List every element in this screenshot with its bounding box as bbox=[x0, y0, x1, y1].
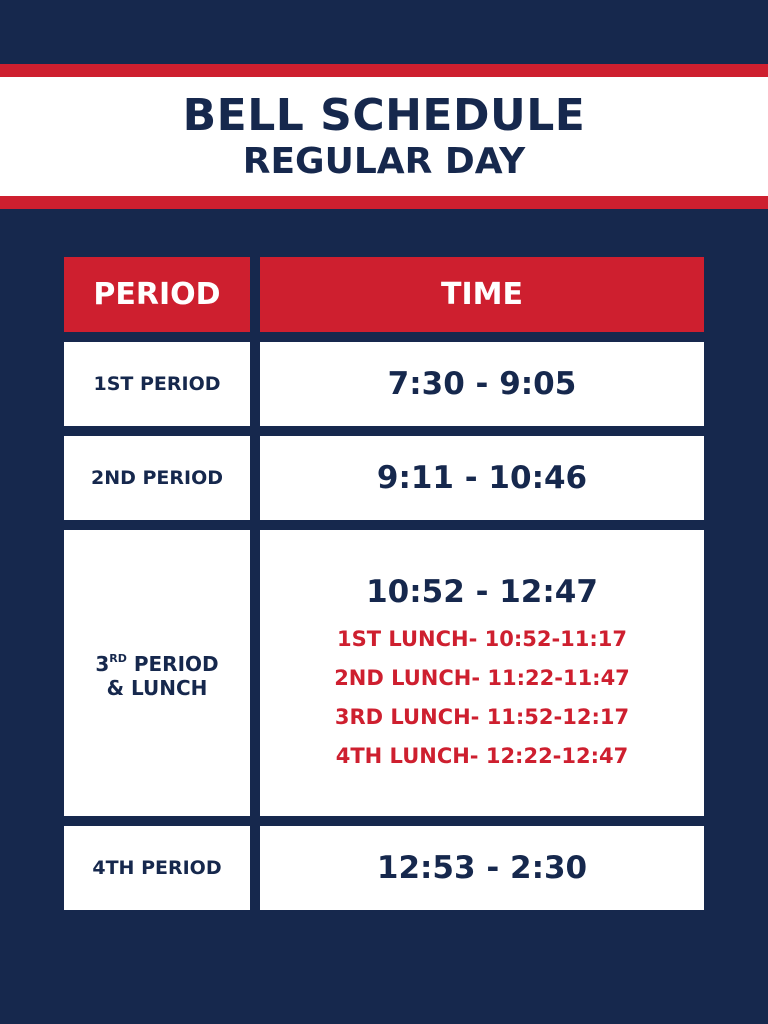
period-cell-4: 4TH PERIOD bbox=[64, 826, 250, 910]
lunch-1: 1ST LUNCH- 10:52-11:17 bbox=[336, 627, 628, 651]
period-cell-2: 2ND PERIOD bbox=[64, 436, 250, 520]
period-cell-1: 1ST PERIOD bbox=[64, 342, 250, 426]
period-3-label: PERIOD bbox=[126, 651, 219, 676]
time-3-range: 10:52 - 12:47 bbox=[366, 574, 598, 610]
page-title: BELL SCHEDULE bbox=[182, 89, 586, 141]
column-header-time: TIME bbox=[260, 257, 704, 332]
column-header-period: PERIOD bbox=[64, 257, 250, 332]
title-banner bbox=[0, 77, 768, 196]
period-3-number: 3 bbox=[95, 651, 110, 676]
time-cell-3 bbox=[260, 530, 704, 816]
period-cell-3 bbox=[64, 530, 250, 816]
bottom-red-stripe bbox=[0, 196, 768, 209]
lunch-2: 2ND LUNCH- 11:22-11:47 bbox=[334, 666, 630, 690]
time-cell-2: 9:11 - 10:46 bbox=[260, 436, 704, 520]
period-3-line1 bbox=[95, 647, 218, 676]
top-red-stripe bbox=[0, 64, 768, 77]
lunch-3: 3RD LUNCH- 11:52-12:17 bbox=[334, 705, 630, 729]
lunch-4: 4TH LUNCH- 12:22-12:47 bbox=[335, 744, 629, 768]
page-subtitle: REGULAR DAY bbox=[242, 140, 526, 182]
period-3-suffix: RD bbox=[109, 651, 127, 665]
time-cell-1: 7:30 - 9:05 bbox=[260, 342, 704, 426]
period-3-line2: & LUNCH bbox=[106, 675, 208, 700]
time-cell-4: 12:53 - 2:30 bbox=[260, 826, 704, 910]
